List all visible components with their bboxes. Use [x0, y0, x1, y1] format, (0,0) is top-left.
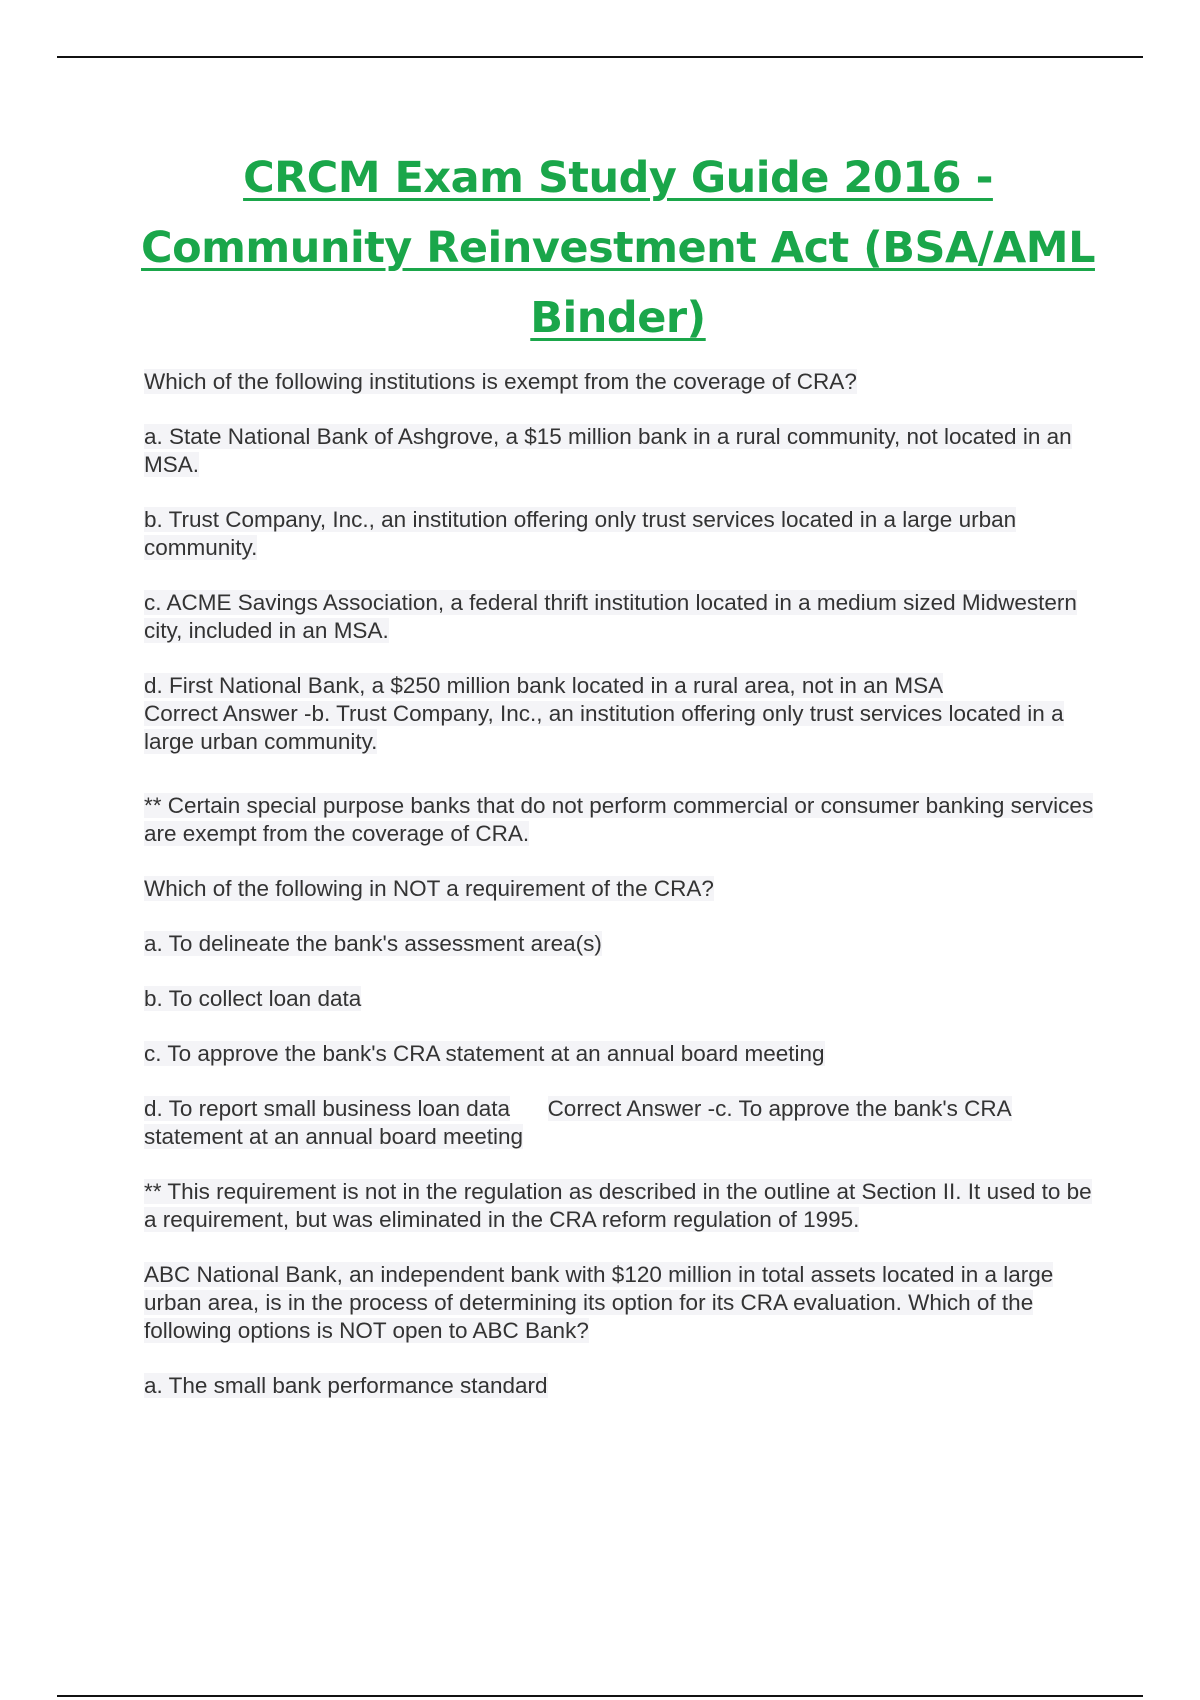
document-body	[144, 368, 1094, 1427]
question-1-option-a: a. State National Bank of Ashgrove, a $15 million bank in a rural community, not located in an MSA.	[144, 424, 1072, 477]
title-line-3: Binder)	[530, 293, 706, 343]
question-2-option-d: d. To report small business loan data Correct Answer -c. To approve the bank's CRA statement at an annual board meeting	[144, 1096, 1012, 1149]
question-2: Which of the following in NOT a requirement of the CRA?	[144, 876, 714, 901]
document-title	[120, 143, 1116, 353]
question-1-note: ** Certain special purpose banks that do not perform commercial or consumer banking services are exempt from the coverage of CRA.	[144, 793, 1094, 846]
question-1-option-b: b. Trust Company, Inc., an institution offering only trust services located in a large urban community.	[144, 507, 1017, 560]
question-1-answer: Correct Answer -b. Trust Company, Inc., an institution offering only trust services located in a large urban community.	[144, 701, 1064, 754]
question-2-option-b: b. To collect loan data	[144, 986, 362, 1011]
title-line-2: Community Reinvestment Act (BSA/AML	[141, 223, 1095, 273]
question-2-option-a: a. To delineate the bank's assessment area(s)	[144, 931, 602, 956]
question-2-note: ** This requirement is not in the regulation as described in the outline at Section II. It used to be a requirement, but was eliminated in the CRA reform regulation of 1995.	[144, 1179, 1092, 1232]
top-rule	[57, 56, 1143, 58]
bottom-rule	[57, 1695, 1143, 1697]
question-2-option-c: c. To approve the bank's CRA statement at an annual board meeting	[144, 1041, 825, 1066]
question-1-option-c: c. ACME Savings Association, a federal thrift institution located in a medium sized Midwestern city, included in an MSA.	[144, 590, 1077, 643]
question-3-option-a: a. The small bank performance standard	[144, 1373, 548, 1398]
title-line-1: CRCM Exam Study Guide 2016 -	[243, 153, 993, 203]
question-1: Which of the following institutions is exempt from the coverage of CRA?	[144, 369, 857, 394]
question-3: ABC National Bank, an independent bank with $120 million in total assets located in a large urban area, is in the process of determining its option for its CRA evaluation. Which of the following options is NOT open to ABC Bank?	[144, 1262, 1054, 1343]
question-2-answer: Correct Answer -c. To approve the bank's CRA statement at an annual board meeting	[144, 1096, 1012, 1149]
question-1-option-d: d. First National Bank, a $250 million bank located in a rural area, not in an MSA Correct Answer -b. Trust Company, Inc., an institution offering only trust services located in a large urban community.	[144, 673, 1064, 754]
